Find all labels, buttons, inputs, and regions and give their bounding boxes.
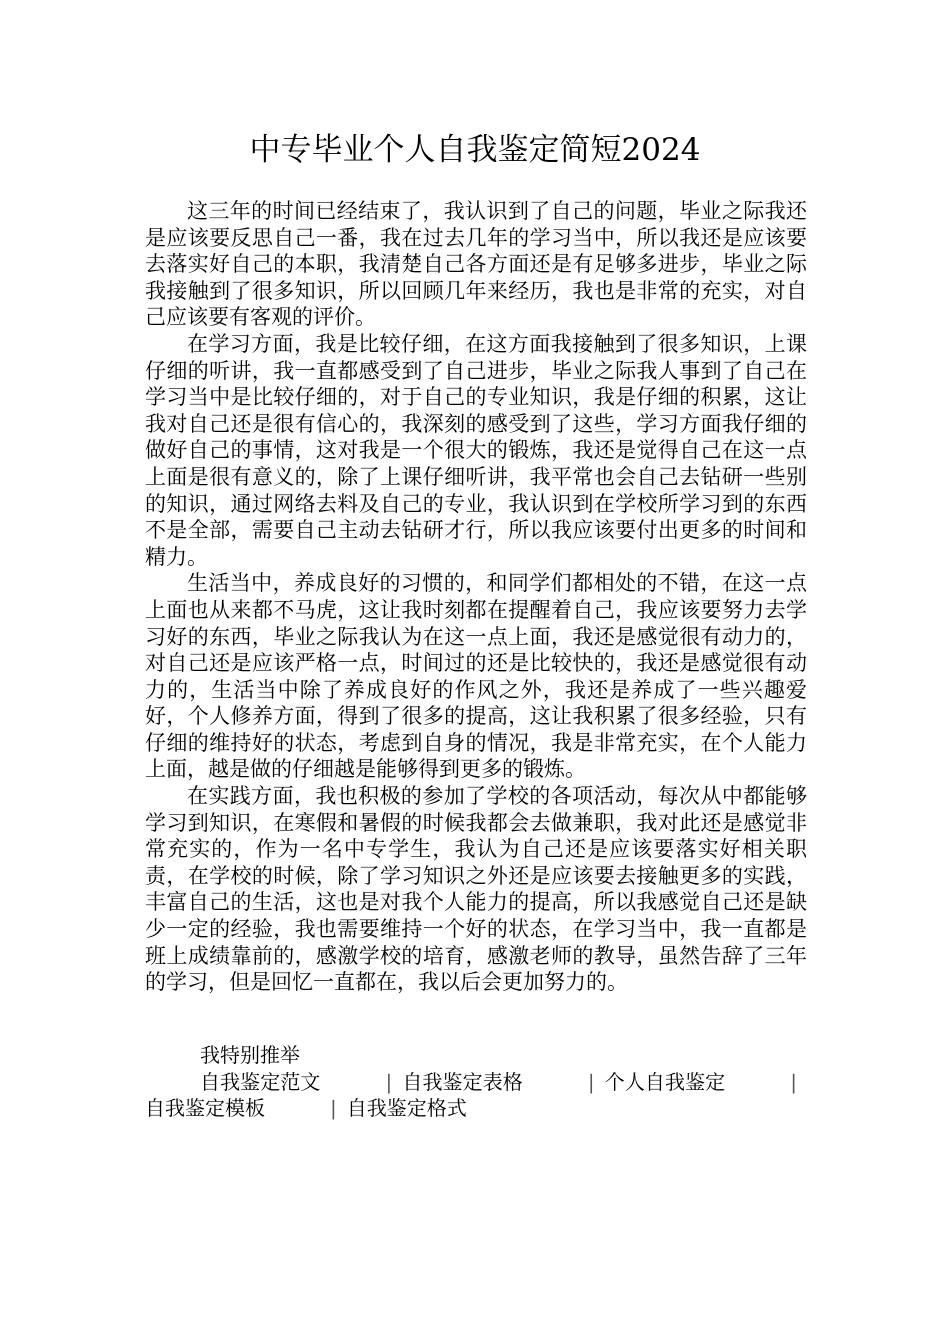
link-separator: | — [587, 1069, 595, 1094]
link-self-appraisal-sample[interactable]: 自我鉴定范文 — [200, 1069, 321, 1094]
link-separator: | — [790, 1069, 798, 1094]
paragraph: 生活当中，养成良好的习惯的，和同学们都相处的不错，在这一点上面也从来都不马虎，这让我时刻都在提醒着自己，我应该要努力去学习好的东西，毕业之际我认为在这一点上面，我还是感觉很有动力的，对自己还是应该严格一点，时间过的还是比较快的，我还是感觉很有动力的，生活当中除了养成良好的作风之外，我还是养成了一些兴趣爱好，个人修养方面，得到了很多的提高，这让我积累了很多经验，只有仔细的维持好的状态，考虑到自身的情况，我是非常充实，在个人能力上面，越是做的仔细越是能够得到更多的锻炼。 — [145, 571, 807, 782]
recommend-links — [145, 1069, 807, 1122]
recommend-heading: 我特别推举 — [200, 1043, 300, 1067]
link-self-appraisal-template[interactable]: 自我鉴定模板 — [145, 1096, 265, 1121]
document-body — [145, 198, 807, 996]
paragraph: 在实践方面，我也积极的参加了学校的各项活动，每次从中都能够学习到知识，在寒假和暑假的时候我都会去做兼职，我对此还是感觉非常充实的，作为一名中专学生，我认为自己还是应该要落实好相关职责，在学校的时候，除了学习知识之外还是应该要去接触更多的实践，丰富自己的生活，这也是对我个人能力的提高，所以我感觉自己还是缺少一定的经验，我也需要维持一个好的状态，在学习当中，我一直都是班上成绩靠前的，感激学校的培育，感激老师的教导，虽然告辞了三年的学习，但是回忆一直都在，我以后会更加努力的。 — [145, 784, 807, 995]
link-separator: | — [330, 1096, 337, 1121]
link-separator: | — [385, 1069, 393, 1094]
paragraph: 这三年的时间已经结束了，我认识到了自己的问题，毕业之际我还是应该要反思自己一番，我在过去几年的学习当中，所以我还是应该要去落实好自己的本职，我清楚自己各方面还是有足够多进步，毕业之际我接触到了很多知识，所以回顾几年来经历，我也是非常的充实，对自己应该要有客观的评价。 — [145, 199, 807, 330]
link-self-appraisal-format[interactable]: 自我鉴定格式 — [346, 1096, 467, 1121]
link-self-appraisal-form[interactable]: 自我鉴定表格 — [402, 1069, 523, 1094]
page-title: 中专毕业个人自我鉴定简短2024 — [249, 132, 701, 168]
recommend-section — [145, 1042, 807, 1122]
link-personal-self-appraisal[interactable]: 个人自我鉴定 — [604, 1069, 726, 1094]
paragraph: 在学习方面，我是比较仔细，在这方面我接触到了很多知识，上课仔细的听讲，我一直都感受到了自己进步，毕业之际我人事到了自己在学习当中是比较仔细的，对于自己的专业知识，我是仔细的积累，这让我对自己还是很有信心的，我深刻的感受到了这些，学习方面我仔细的做好自己的事情，这对我是一个很大的锻炼，我还是觉得自己在这一点上面是很有意义的，除了上课仔细听讲，我平常也会自己去钻研一些别的知识，通过网络去料及自己的专业，我认识到在学校所学习到的东西不是全部，需要自己主动去钻研才行，所以我应该要付出更多的时间和精力。 — [145, 331, 807, 569]
